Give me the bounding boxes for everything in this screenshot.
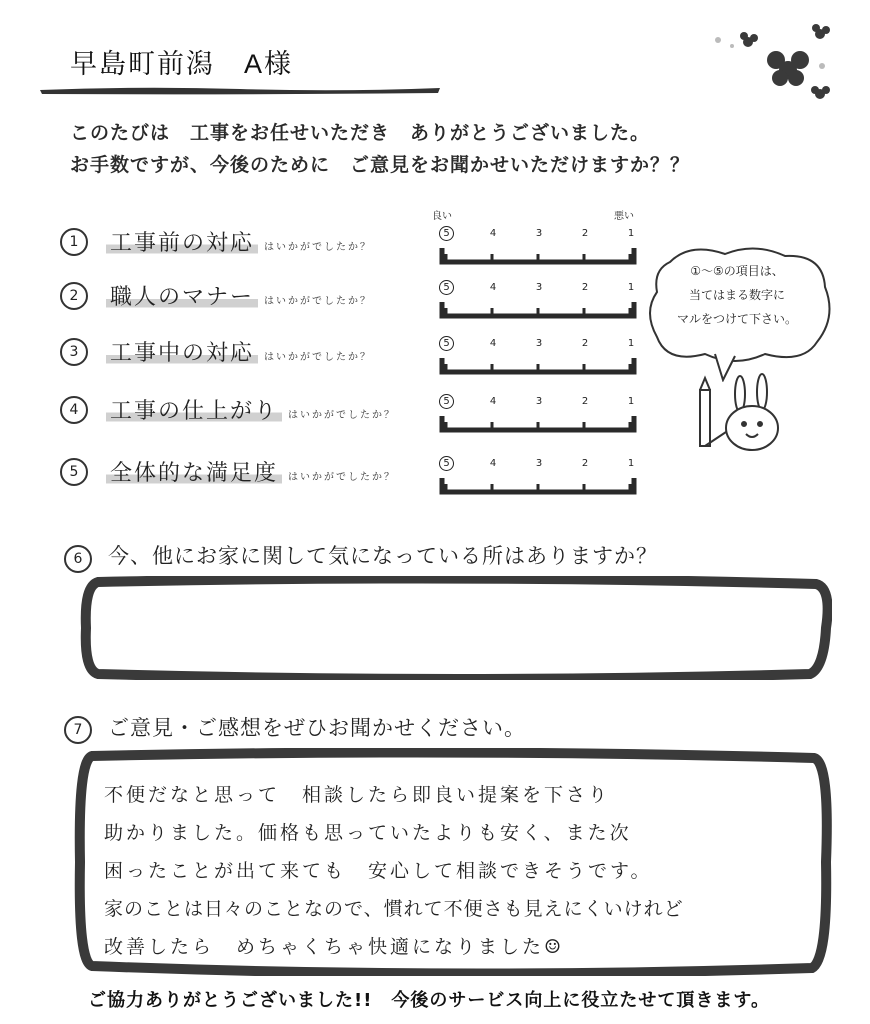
rating-option-5[interactable]: 5 [439, 280, 454, 295]
rating-option-5[interactable]: 5 [439, 456, 454, 471]
rating-scale-1 [440, 244, 636, 266]
rating-scale-4 [440, 412, 636, 434]
question-6-number: 6 [64, 545, 92, 573]
question-4-title [106, 394, 396, 425]
question-5-subtitle: はいかがでしたか？ [288, 472, 397, 483]
question-3-number: 3 [60, 338, 88, 366]
question-4-title-text: 工事の仕上がり [106, 399, 282, 424]
rating-option-4[interactable]: 4 [489, 338, 497, 349]
question-6-text: 今、他にお家に関して気になっている所はありますか？ [108, 544, 658, 568]
rating-option-4[interactable]: 4 [489, 458, 497, 469]
question-1-number: 1 [60, 228, 88, 256]
question-2-title-text: 職人のマナー [106, 285, 258, 310]
question-1-subtitle: はいかがでしたか？ [264, 242, 373, 253]
scale-bad-label: 悪い [614, 211, 634, 222]
question-3-subtitle: はいかがでしたか？ [264, 352, 373, 363]
intro-line-1: このたびは 工事をお任せいただき ありがとうございました。 [70, 122, 651, 144]
question-1-title [106, 226, 372, 257]
question-4-number: 4 [60, 396, 88, 424]
question-1-title-text: 工事前の対応 [106, 231, 258, 256]
rating-option-1[interactable]: 1 [627, 228, 635, 239]
rating-option-3[interactable]: 3 [535, 282, 543, 293]
rating-option-1[interactable]: 1 [627, 282, 635, 293]
bubble-line-3: マルをつけて下さい。 [676, 312, 797, 326]
rating-option-3[interactable]: 3 [535, 458, 543, 469]
scale-good-label: 良い [432, 211, 452, 222]
answer-line-2: 助かりました。価格も思っていたよりも安く、また次 [104, 822, 632, 844]
rating-option-1[interactable]: 1 [627, 396, 635, 407]
rating-option-3[interactable]: 3 [535, 228, 543, 239]
rating-option-2[interactable]: 2 [581, 282, 589, 293]
rating-option-5[interactable]: 5 [439, 394, 454, 409]
question-5-number: 5 [60, 458, 88, 486]
answer-line-4: 家のことは日々のことなので、慣れて不便さも見えにくいけれど [104, 898, 684, 920]
question-7-text: ご意見・ご感想をぜひお聞かせください。 [108, 716, 526, 740]
answer-line-1: 不便だなと思って 相談したら即良い提案を下さり [104, 784, 611, 806]
question-5-title-text: 全体的な満足度 [106, 461, 282, 486]
question-4-subtitle: はいかがでしたか？ [288, 410, 397, 421]
rabbit-mascot-icon [690, 370, 800, 460]
rating-option-1[interactable]: 1 [627, 458, 635, 469]
rating-scale-5 [440, 474, 636, 496]
rating-scale-2 [440, 298, 636, 320]
rating-option-2[interactable]: 2 [581, 458, 589, 469]
rating-option-4[interactable]: 4 [489, 282, 497, 293]
flower-decoration [700, 20, 840, 110]
answer-line-5: 改善したら めちゃくちゃ快適になりました☺ [104, 936, 565, 958]
question-5-title [106, 456, 396, 487]
rating-option-3[interactable]: 3 [535, 396, 543, 407]
rating-option-5[interactable]: 5 [439, 226, 454, 241]
header-brush-stroke [40, 84, 440, 96]
question-3-title-text: 工事中の対応 [106, 341, 258, 366]
rating-option-4[interactable]: 4 [489, 228, 497, 239]
rating-option-4[interactable]: 4 [489, 396, 497, 407]
customer-name: 早島町前潟 A様 [70, 49, 294, 79]
bubble-line-1: ①～⑤の項目は、 [690, 264, 784, 278]
intro-line-2: お手数ですが、今後のために ご意見をお聞かせいただけますか？？ [70, 154, 691, 176]
rating-option-5[interactable]: 5 [439, 336, 454, 351]
question-7-number: 7 [64, 716, 92, 744]
answer-line-3: 困ったことが出て来ても 安心して相談できそうです。 [104, 860, 653, 882]
question-2-number: 2 [60, 282, 88, 310]
question-3-title [106, 336, 372, 367]
rating-option-1[interactable]: 1 [627, 338, 635, 349]
question-2-subtitle: はいかがでしたか？ [264, 296, 373, 307]
rating-option-2[interactable]: 2 [581, 338, 589, 349]
question-6-answer[interactable] [110, 604, 800, 648]
question-2-title [106, 280, 372, 311]
bubble-line-2: 当てはまる数字に [688, 288, 785, 302]
footer-thanks: ご協力ありがとうございました!! 今後のサービス向上に役立たせて頂きます。 [88, 990, 770, 1011]
rating-scale-3 [440, 354, 636, 376]
rating-option-2[interactable]: 2 [581, 228, 589, 239]
rating-option-2[interactable]: 2 [581, 396, 589, 407]
rating-option-3[interactable]: 3 [535, 338, 543, 349]
